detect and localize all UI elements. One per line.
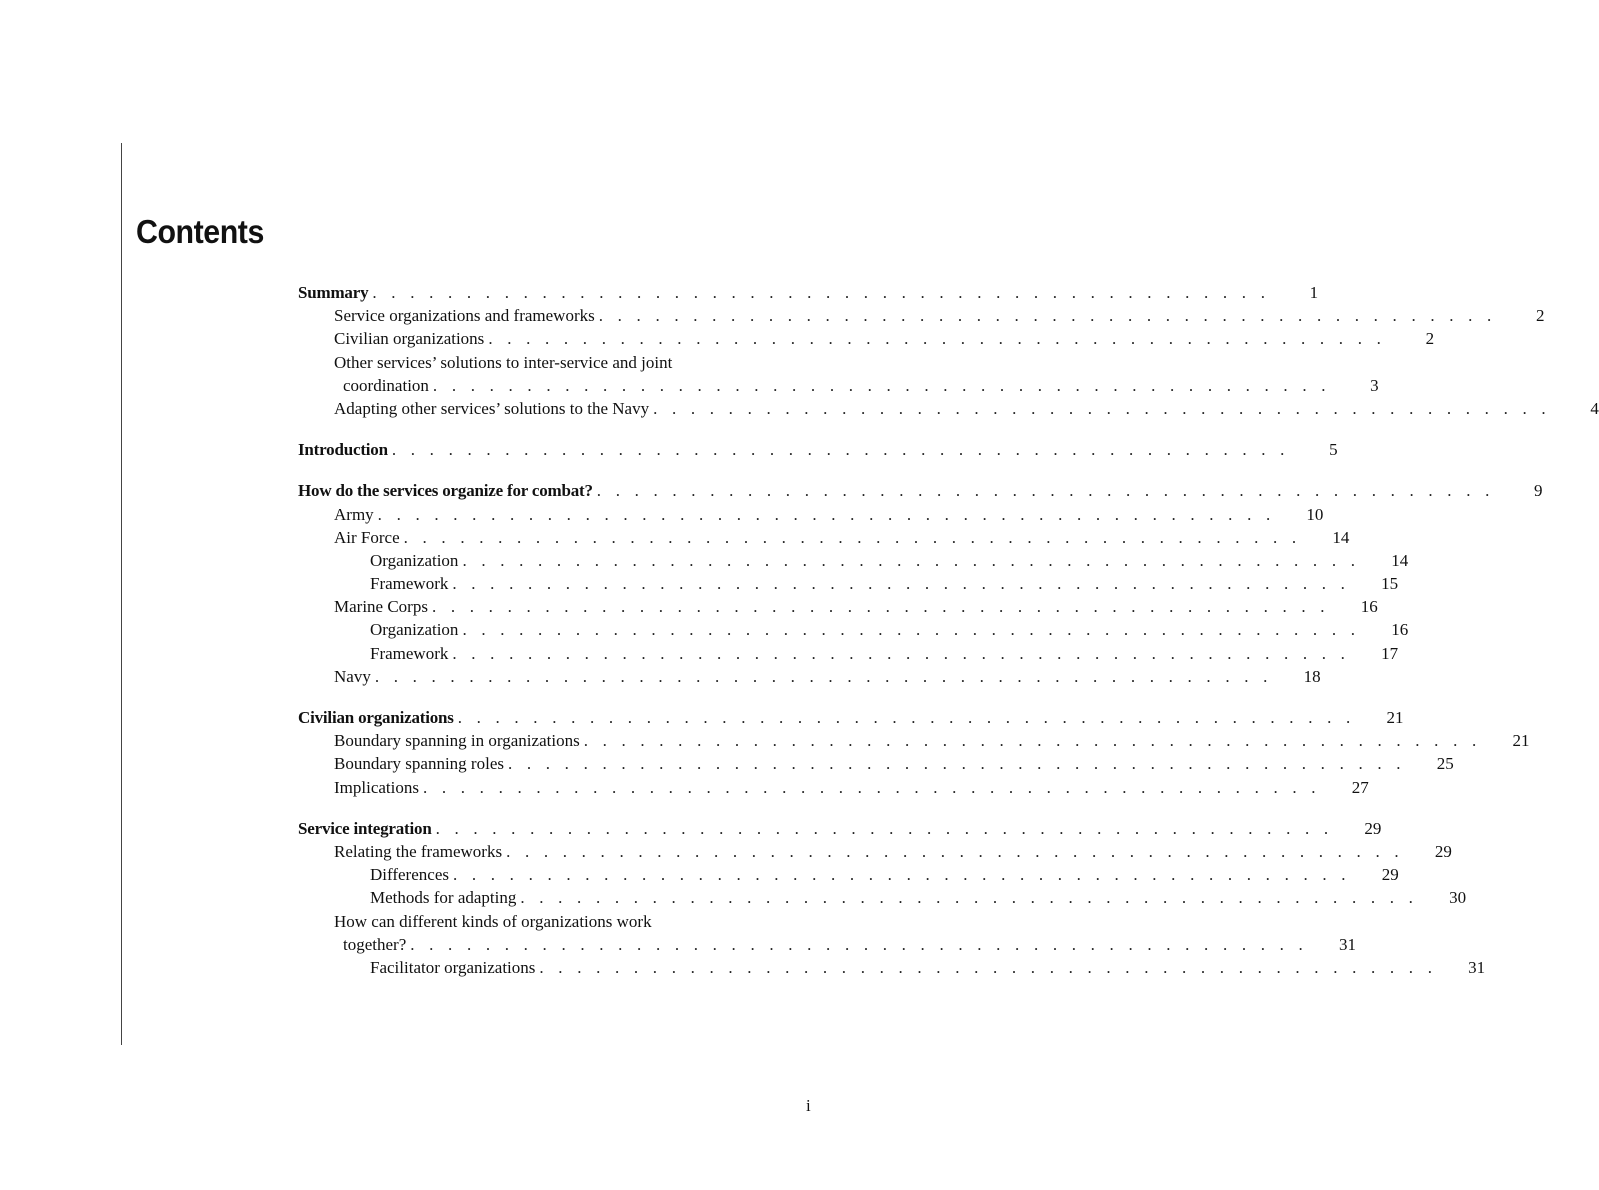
toc-section xyxy=(298,438,1338,461)
toc-entry-page: 1 xyxy=(1309,283,1319,302)
dot-leader: . . . . . . . . . . . . . . . . . . . . . . . . . . . . . . . . . . . . . . . . . . . . . . . . xyxy=(372,283,1271,302)
toc-entry-label: Marine Corps xyxy=(334,595,432,618)
toc-entry-label: Adapting other services’ solutions to the Navy xyxy=(334,397,653,420)
toc-entry-label: How can different kinds of organizations work xyxy=(334,912,656,931)
toc-entry-page: 17 xyxy=(1381,643,1399,663)
toc-entry[interactable] xyxy=(298,351,813,374)
toc-entry[interactable] xyxy=(298,479,1543,502)
dot-leader: . . . . . . . . . . . . . . . . . . . . . . . . . . . . . . . . . . . . . . . . . . . . . . . . xyxy=(452,643,1351,663)
toc-entry-continuation[interactable] xyxy=(298,374,1379,397)
dot-leader: . . . . . . . . . . . . . . . . . . . . . . . . . . . . . . . . . . . . . . . . . . . . . . . . xyxy=(431,597,1330,617)
toc-entry-label: Relating the frameworks xyxy=(334,840,506,863)
dot-leader: . . . . . . . . . . . . . . . . . . . . . . . . . . . . . . . . . . . . . . . . . . . . . . . . xyxy=(488,329,1387,349)
toc-entry[interactable] xyxy=(298,729,1530,752)
toc-entry-label: Navy xyxy=(334,665,375,688)
toc-entry-label: Introduction xyxy=(298,438,392,461)
toc-entry[interactable] xyxy=(298,817,1382,840)
toc-entry[interactable] xyxy=(298,776,1369,799)
toc-entry-page: 5 xyxy=(1329,440,1338,460)
toc-entry-page: 29 xyxy=(1434,841,1452,861)
toc-entry-page: 9 xyxy=(1534,481,1543,501)
toc-entry-label: How do the services organize for combat? xyxy=(298,479,597,502)
dot-leader: . . . . . . . . . . . . . . . . . . . . . . . . . . . . . . . . . . . . . . . . . . . . . . . . xyxy=(374,666,1273,686)
toc-entry-page: 2 xyxy=(1425,329,1435,349)
toc-entry-continuation[interactable] xyxy=(298,933,1356,956)
toc-entry-label: Air Force xyxy=(334,526,404,549)
toc-entry[interactable] xyxy=(298,752,1454,775)
toc-entry-label-continued: coordination xyxy=(343,374,433,397)
toc-entry[interactable] xyxy=(298,956,1486,979)
toc-entry-page: 25 xyxy=(1436,754,1454,774)
toc-entry-page: 4 xyxy=(1590,398,1599,418)
toc-entry-page: 14 xyxy=(1332,527,1350,547)
dot-leader: . . . . . . . . . . . . . . . . . . . . . . . . . . . . . . . . . . . . . . . . . . . . . . . . xyxy=(653,398,1551,418)
toc-entry[interactable] xyxy=(298,572,1399,595)
toc-entry-page: 10 xyxy=(1306,504,1324,524)
toc-entry-page: 27 xyxy=(1351,777,1369,797)
toc-entry[interactable] xyxy=(298,706,1404,729)
page-number: i xyxy=(806,1096,811,1115)
toc-entry[interactable] xyxy=(298,281,1319,304)
toc-entry[interactable] xyxy=(298,665,1321,688)
dot-leader: . . . . . . . . . . . . . . . . . . . . . . . . . . . . . . . . . . . . . . . . . . . . . . . . xyxy=(432,375,1331,395)
dot-leader: . . . . . . . . . . . . . . . . . . . . . . . . . . . . . . . . . . . . . . . . . . . . . . . . xyxy=(598,306,1497,326)
toc-entry-label: Differences xyxy=(370,863,453,886)
toc-entry-label: Civilian organizations xyxy=(334,327,488,350)
dot-leader: . . . . . . . . . . . . . . . . . . . . . . . . . . . . . . . . . . . . . . . . . . . . . . . . xyxy=(422,777,1321,797)
toc-entry[interactable] xyxy=(298,595,1378,618)
toc-entry[interactable] xyxy=(298,549,1409,572)
toc-entry-page: 14 xyxy=(1391,550,1409,570)
page-title: Contents xyxy=(136,213,264,250)
toc-entry-label: Boundary spanning roles xyxy=(334,752,508,775)
toc-entry-label: Facilitator organizations xyxy=(370,956,539,979)
toc-entry-label: Boundary spanning in organizations xyxy=(334,729,584,752)
toc-entry[interactable] xyxy=(298,526,1350,549)
dot-leader: . . . . . . . . . . . . . . . . . . . . . . . . . . . . . . . . . . . . . . . . . . . . . . . . xyxy=(377,504,1276,524)
toc-entry-label: Framework xyxy=(370,642,452,665)
dot-leader: . . . . . . . . . . . . . . . . . . . . . . . . . . . . . . . . . . . . . . . . . . . . . . . . xyxy=(452,574,1351,594)
dot-leader: . . . . . . . . . . . . . . . . . . . . . . . . . . . . . . . . . . . . . . . . . . . . . . . . xyxy=(403,527,1302,547)
toc-entry[interactable] xyxy=(298,438,1338,461)
toc-entry-label: Army xyxy=(334,503,378,526)
dot-leader: . . . . . . . . . . . . . . . . . . . . . . . . . . . . . . . . . . . . . . . . . . . . . . . . xyxy=(391,440,1290,460)
toc-entry-page: 15 xyxy=(1381,574,1399,594)
toc-entry-label: Framework xyxy=(370,572,452,595)
toc-entry-page: 29 xyxy=(1364,818,1382,838)
toc-entry-page: 21 xyxy=(1386,708,1404,727)
toc-section xyxy=(298,479,1543,688)
toc-entry-label-continued: together? xyxy=(343,933,410,956)
dot-leader: . . . . . . . . . . . . . . . . . . . . . . . . . . . . . . . . . . . . . . . . . . . . . . . . xyxy=(539,957,1438,977)
toc-entry-page: 21 xyxy=(1512,731,1530,751)
toc-entry-page: 18 xyxy=(1303,666,1321,686)
toc-entry[interactable] xyxy=(298,327,1435,350)
toc-entry[interactable] xyxy=(298,503,1324,526)
dot-leader: . . . . . . . . . . . . . . . . . . . . . . . . . . . . . . . . . . . . . . . . . . . . . . . . xyxy=(520,888,1419,908)
toc-entry[interactable] xyxy=(298,397,1599,420)
toc-entry-page: 31 xyxy=(1339,934,1356,954)
toc-entry-page: 16 xyxy=(1391,620,1409,640)
dot-leader: . . . . . . . . . . . . . . . . . . . . . . . . . . . . . . . . . . . . . . . . . . . . . . . . xyxy=(457,708,1356,727)
dot-leader: . . . . . . . . . . . . . . . . . . . . . . . . . . . . . . . . . . . . . . . . . . . . . . . . xyxy=(506,841,1404,861)
toc-entry[interactable] xyxy=(298,618,1409,641)
toc-entry-page: 2 xyxy=(1536,306,1545,326)
toc-entry-page: 29 xyxy=(1381,865,1399,885)
toc-entry-page: 16 xyxy=(1360,597,1378,617)
toc-entry-label: Methods for adapting xyxy=(370,886,520,909)
toc-entry-label: Other services’ solutions to inter-service and joint xyxy=(334,353,676,372)
toc-entry[interactable] xyxy=(298,910,813,933)
dot-leader: . . . . . . . . . . . . . . . . . . . . . . . . . . . . . . . . . . . . . . . . . . . . . . . . xyxy=(452,865,1351,885)
toc-section xyxy=(298,281,1599,420)
toc-entry-label: Organization xyxy=(370,549,462,572)
dot-leader: . . . . . . . . . . . . . . . . . . . . . . . . . . . . . . . . . . . . . . . . . . . . . . . . xyxy=(435,818,1334,838)
toc-entry[interactable] xyxy=(298,886,1467,909)
toc-entry-label: Organization xyxy=(370,618,462,641)
dot-leader: . . . . . . . . . . . . . . . . . . . . . . . . . . . . . . . . . . . . . . . . . . . . . . . . xyxy=(462,550,1361,570)
toc-entry-label: Civilian organizations xyxy=(298,706,458,729)
toc-section xyxy=(298,706,1530,799)
dot-leader: . . . . . . . . . . . . . . . . . . . . . . . . . . . . . . . . . . . . . . . . . . . . . . . . xyxy=(410,934,1308,954)
toc-entry-page: 3 xyxy=(1370,375,1379,395)
table-of-contents xyxy=(298,281,1599,997)
dot-leader: . . . . . . . . . . . . . . . . . . . . . . . . . . . . . . . . . . . . . . . . . . . . . . . . xyxy=(462,620,1361,640)
toc-entry[interactable] xyxy=(298,840,1452,863)
dot-leader: . . . . . . . . . . . . . . . . . . . . . . . . . . . . . . . . . . . . . . . . . . . . . . . . xyxy=(507,754,1406,774)
toc-entry-page: 30 xyxy=(1449,888,1467,908)
toc-entry[interactable] xyxy=(298,304,1545,327)
toc-entry[interactable] xyxy=(298,863,1399,886)
toc-entry-label: Implications xyxy=(334,776,423,799)
dot-leader: . . . . . . . . . . . . . . . . . . . . . . . . . . . . . . . . . . . . . . . . . . . . . . . . xyxy=(596,481,1495,501)
toc-entry-label: Service organizations and frameworks xyxy=(334,304,599,327)
toc-entry-page: 31 xyxy=(1468,957,1486,977)
margin-rule xyxy=(121,143,122,1045)
toc-section xyxy=(298,817,1486,979)
toc-entry-label: Summary xyxy=(298,281,372,304)
toc-entry[interactable] xyxy=(298,642,1399,665)
toc-entry-label: Service integration xyxy=(298,817,436,840)
dot-leader: . . . . . . . . . . . . . . . . . . . . . . . . . . . . . . . . . . . . . . . . . . . . . . . . xyxy=(583,731,1482,751)
